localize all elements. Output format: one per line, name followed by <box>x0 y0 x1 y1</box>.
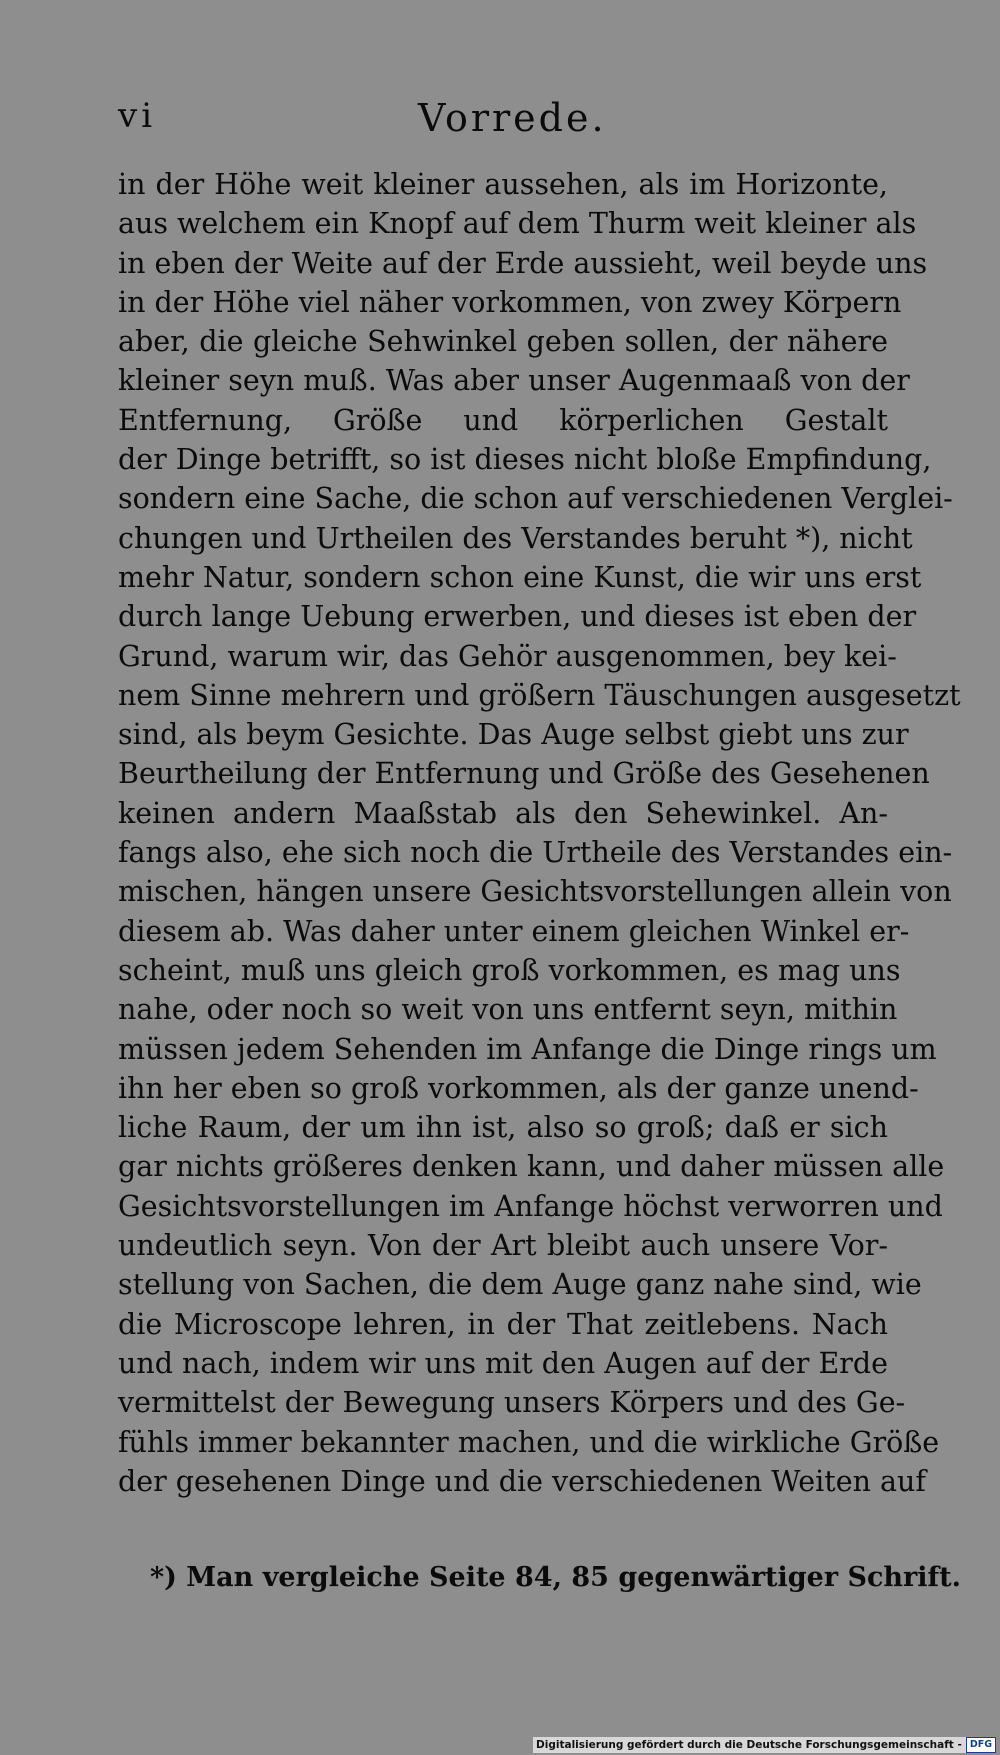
body-text <box>118 165 961 1501</box>
text-line: nem Sinne mehrern und größern Täuschungen ausgesetzt <box>118 678 961 712</box>
footnote: *) Man vergleiche Seite 84, 85 gegenwärtiger Schrift. <box>150 1562 962 1593</box>
text-line: chungen und Urtheilen des Verstandes beruht *), nicht <box>118 521 913 555</box>
text-line: der Dinge betrifft, so ist dieses nicht bloße Empfindung, <box>118 443 932 477</box>
text-line: stellung von Sachen, die dem Auge ganz nahe sind, wie <box>118 1268 922 1302</box>
text-line: in der Höhe weit kleiner aussehen, als im Horizonte, <box>118 168 888 201</box>
text-line: undeutlich seyn. Von der Art bleibt auch unsere Vor- <box>118 1229 888 1263</box>
text-line: müssen jedem Sehenden im Anfange die Dinge rings um <box>118 1032 937 1066</box>
text-line: gar nichts größeres denken kann, und daher müssen alle <box>118 1150 945 1184</box>
text-line: diesem ab. Was daher unter einem gleichen Winkel er- <box>118 914 910 948</box>
text-line: Beurtheilung der Entfernung und Größe des Gesehenen <box>118 757 930 791</box>
text-line: Entfernung, Größe und körperlichen Gestalt <box>118 403 888 437</box>
text-line: nahe, oder noch so weit von uns entfernt seyn, mithin <box>118 993 898 1027</box>
text-line: aus welchem ein Knopf auf dem Thurm weit kleiner als <box>118 207 917 241</box>
text-line: vermittelst der Bewegung unsers Körpers und des Ge- <box>118 1386 906 1420</box>
text-line: in eben der Weite auf der Erde aussieht, weil beyde uns <box>118 246 928 280</box>
text-line: Gesichtsvorstellungen im Anfange höchst verworren und <box>118 1189 943 1223</box>
digitization-credit <box>533 1737 996 1753</box>
text-line: fangs also, ehe sich noch die Urtheile des Verstandes ein- <box>118 836 953 870</box>
page-number: vi <box>118 96 157 136</box>
text-line: fühls immer bekannter machen, und die wirkliche Größe <box>118 1425 940 1459</box>
text-line: sind, als beym Gesichte. Das Auge selbst giebt uns zur <box>118 718 909 752</box>
header-title: Vorrede. <box>418 96 607 140</box>
text-line: sondern eine Sache, die schon auf verschiedenen Verglei- <box>118 482 953 516</box>
text-line: mehr Natur, sondern schon eine Kunst, die wir uns erst <box>118 560 922 594</box>
text-line: kleiner seyn muß. Was aber unser Augenmaaß von der <box>118 364 910 398</box>
text-line: keinen andern Maaßstab als den Sehewinkel. An- <box>118 796 888 830</box>
text-line: in der Höhe viel näher vorkommen, von zwey Körpern <box>118 285 902 319</box>
text-line: durch lange Uebung erwerben, und dieses ist eben der <box>118 600 917 634</box>
dfg-logo-icon: DFG <box>966 1737 996 1753</box>
text-line: scheint, muß uns gleich groß vorkommen, es mag uns <box>118 953 901 987</box>
text-line: liche Raum, der um ihn ist, also so groß; daß er sich <box>118 1111 888 1145</box>
text-line: mischen, hängen unsere Gesichtsvorstellungen allein von <box>118 875 952 909</box>
text-line: Grund, warum wir, das Gehör ausgenommen, bey kei- <box>118 639 897 673</box>
credit-text: Digitalisierung gefördert durch die Deutsche Forschungsgemeinschaft - <box>536 1739 962 1751</box>
text-line: ihn her eben so groß vorkommen, als der ganze unend- <box>118 1071 919 1105</box>
running-head <box>118 96 878 146</box>
text-line: der gesehenen Dinge und die verschiedenen Weiten auf <box>118 1464 926 1498</box>
text-line: und nach, indem wir uns mit den Augen auf der Erde <box>118 1346 888 1380</box>
text-line: die Microscope lehren, in der That zeitlebens. Nach <box>118 1307 888 1341</box>
text-line: aber, die gleiche Sehwinkel geben sollen, der nähere <box>118 325 888 359</box>
